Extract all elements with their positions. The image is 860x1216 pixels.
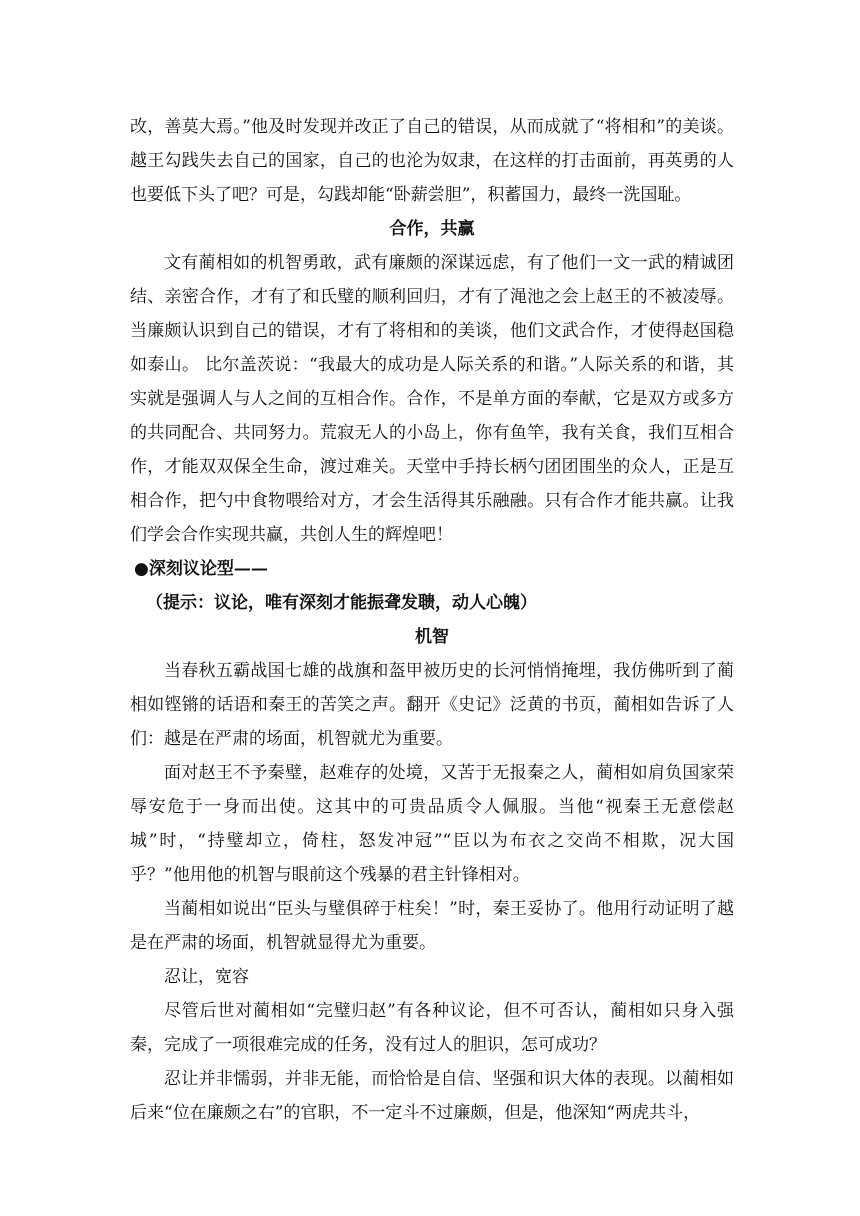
- section-heading-wit: 机智: [415, 627, 449, 647]
- paragraph-tolerance-1: 尽管后世对蔺相如“完璧归赵”有各种议论，但不可否认，蔺相如只身入强秦，完成了一项很难完成的任务，没有过人的胆识，怎可成功？: [130, 1001, 734, 1055]
- paragraph-wit-3: 当蔺相如说出“臣头与璧俱碎于柱矣！”时，秦王妥协了。他用行动证明了越是在严肃的场面，机智就显得尤为重要。: [130, 899, 734, 953]
- paragraph-tolerance-2: 忍让并非懦弱，并非无能，而恰恰是自信、坚强和识大体的表现。以蔺相如后来“位在廉颇之右”的官职，不一定斗不过廉颇，但是，他深知“两虎共斗，: [130, 1069, 734, 1123]
- paragraph-wit-1: 当春秋五霸战国七雄的战旗和盔甲被历史的长河悄悄掩埋，我仿佛听到了蔺相如铿锵的话语和秦王的苦笑之声。翻开《史记》泛黄的书页，蔺相如告诉了人们：越是在严肃的场面，机智就尤为重要。: [130, 661, 734, 749]
- subheading-tolerance: 忍让，宽容: [164, 967, 249, 987]
- paragraph-continuation: 改，善莫大焉。”他及时发现并改正了自己的错误，从而成就了“将相和”的美谈。越王勾践失去自己的国家，自己的也沦为奴隶，在这样的打击面前，再英勇的人也要低下头了吧？可是，勾践却能“卧薪尝胆”，积蓄国力，最终一洗国耻。: [130, 117, 734, 205]
- tip-line: （提示：议论，唯有深刻才能振聋发聩，动人心魄）: [146, 593, 537, 613]
- document-body: [130, 110, 734, 1130]
- paragraph-cooperation: 文有蔺相如的机智勇敢，武有廉颇的深谋远虑，有了他们一文一武的精诚团结、亲密合作，才有了和氏璧的顺利回归，才有了渑池之会上赵王的不被凌辱。当廉颇认识到自己的错误，才有了将相和的美谈，他们文武合作，才使得赵国稳如泰山。 比尔盖茨说：“我最大的成功是人际关系的和谐。”人际关系的和谐，其实就是强调人与人之间的互相合作。合作，不是单方面的奉献，它是双方或多方的共同配合、共同努力。荒寂无人的小岛上，你有鱼竿，我有关食，我们互相合作，才能双双保全生命，渡过难关。天堂中手持长柄勺团团围坐的众人，正是互相合作，把勺中食物喂给对方，才会生活得其乐融融。只有合作才能共赢。让我们学会合作实现共赢，共创人生的辉煌吧！: [130, 253, 734, 545]
- category-heading: ●深刻议论型——: [134, 559, 268, 579]
- paragraph-wit-2: 面对赵王不予秦璧，赵难存的处境，又苦于无报秦之人，蔺相如肩负国家荣辱安危于一身而出使。这其中的可贵品质令人佩服。当他“视秦王无意偿赵城”时，“持璧却立，倚柱，怒发冲冠”“臣以为布衣之交尚不相欺，况大国乎？”他用他的机智与眼前这个残暴的君主针锋相对。: [130, 763, 734, 885]
- section-heading-cooperation: 合作，共赢: [389, 219, 475, 239]
